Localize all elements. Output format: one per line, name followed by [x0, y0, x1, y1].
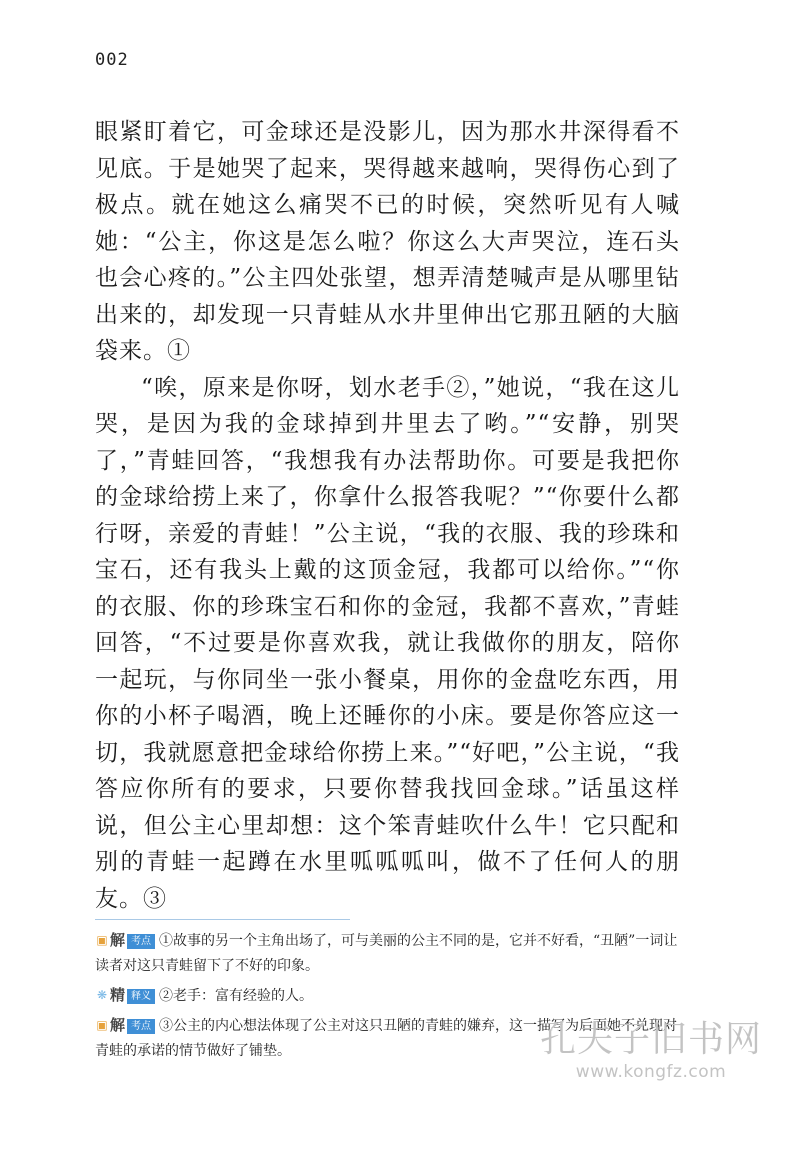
- lock-icon: ▣: [96, 933, 108, 947]
- note-char: 解: [110, 1016, 126, 1034]
- paragraph: “唉，原来是你呀，划水老手②，”她说，“我在这儿哭，是因为我的金球掉到井里去了哟。”“安静，别哭了，”青蛙回答，“我想我有办法帮助你。可要是我把你的金球给捞上来了，你拿什么报答我呢？”“你要什么都行呀，亲爱的青蛙！”公主说，“我的衣服、我的珍珠和宝石，还有我头上戴的这顶金冠，我都可以给你。”“你的衣服、你的珍珠宝石和你的金冠，我都不喜欢，”青蛙回答，“不过要是你喜欢我，就让我做你的朋友，陪你一起玩，与你同坐一张小餐桌，用你的金盘吃东西，用你的小杯子喝酒，晚上还睡你的小床。要是你答应这一切，我就愿意把金球给你捞上来。”“好吧，”公主说，“我答应你所有的要求，只要你替我找回金球。”话虽这样说，但公主心里却想：这个笨青蛙吹什么牛！它只配和别的青蛙一起蹲在水里呱呱呱叫，做不了任何人的朋友。③: [95, 374, 680, 912]
- note-char: 精: [110, 986, 126, 1004]
- watermark-url: www.kongfz.com: [575, 1062, 727, 1082]
- watermark-logo-text: 孔夫子旧书网: [539, 1019, 762, 1060]
- footnote-2: [95, 983, 685, 1009]
- note-tag: 考点: [127, 934, 155, 949]
- page-number: 002: [95, 50, 129, 70]
- note-char: 解: [110, 931, 126, 949]
- footnote-1: [95, 928, 685, 979]
- lock-icon: ▣: [96, 1018, 108, 1032]
- watermark: [540, 1018, 762, 1082]
- star-icon: ❋: [96, 988, 108, 1002]
- note-text: ①故事的另一个主角出场了，可与美丽的公主不同的是，它并不好看，“丑陋”一词让读者对这只青蛙留下了不好的印象。: [95, 933, 678, 974]
- note-text: ②老手：富有经验的人。: [159, 988, 314, 1004]
- paragraph: 眼紧盯着它，可金球还是没影儿，因为那水井深得看不见底。于是她哭了起来，哭得越来越响，哭得伤心到了极点。就在她这么痛哭不已的时候，突然听见有人喊她：“公主，你这是怎么啦？你这么大声哭泣，连石头也会心疼的。”公主四处张望，想弄清楚喊声是从哪里钻出来的，却发现一只青蛙从水井里伸出它那丑陋的大脑袋来。①: [95, 119, 680, 364]
- note-text: ③公主的内心想法体现了公主对这只丑陋的青蛙的嫌弃，这一描写为后面她不兑现对青蛙的承诺的情节做好了铺垫。: [95, 1018, 678, 1059]
- note-tag: 考点: [127, 1019, 155, 1034]
- note-tag: 释义: [127, 989, 155, 1004]
- main-text: [95, 114, 680, 917]
- footnote-divider: [95, 919, 350, 920]
